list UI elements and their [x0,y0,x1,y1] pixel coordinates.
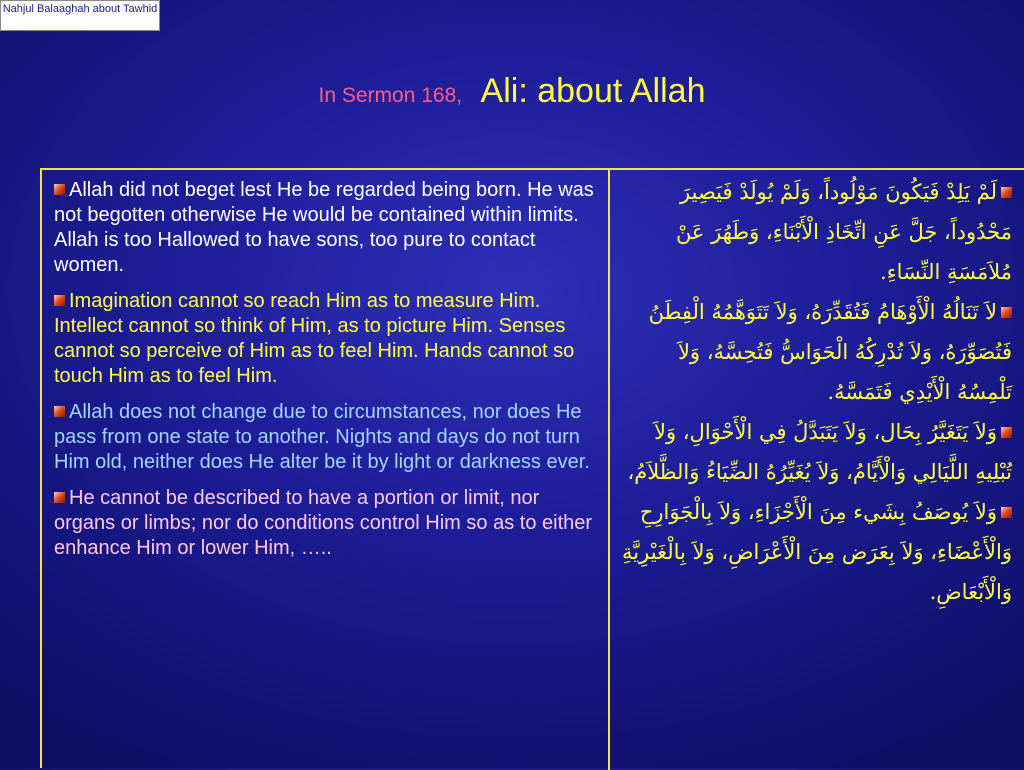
english-paragraph-text: Allah did not beget lest He be regarded being born. He was not begotten otherwise He would be contained within limits. Allah is too Hallowed to have sons, too pure to contact women. [54,179,594,276]
arabic-paragraph-2 [620,292,1012,412]
square-bullet-icon [54,184,65,195]
title-prefix: In Sermon 168, [318,84,463,107]
square-bullet-icon [1001,427,1012,438]
title-main: Ali: about Allah [480,72,706,110]
arabic-column [620,172,1012,612]
english-paragraph-text: He cannot be described to have a portion or limit, nor organs or limbs; nor do conditions control Him so as to either enhance Him or lower Him, ….. [54,487,593,559]
corner-label: Nahjul Balaaghah about Tawhid [0,0,160,31]
content-table [40,168,1024,768]
arabic-paragraph-text: وَلاَ يُوصَفُ بِشَيء مِنَ الْأَجْزَاءِ، وَلاَ بِالْجَوَارِحِ وَالْأَعْضَاءِ، وَلاَ بِعَرَض مِنَ الْأَعْرَاضِ، وَلاَ بِالْغَيْرِيَّةِ وَالْأَبْعَاضِ. [622,500,1012,604]
arabic-paragraph-4 [620,492,1012,612]
english-paragraph-1 [54,178,600,278]
arabic-paragraph-3 [620,412,1012,492]
square-bullet-icon [54,492,65,503]
english-paragraph-3 [54,400,600,475]
english-paragraph-text: Imagination cannot so reach Him as to measure Him. Intellect cannot so think of Him, as to picture Him. Senses cannot so perceive of Him as to feel Him. Hands cannot so touch Him as to feel Him. [54,290,575,387]
english-paragraph-text: Allah does not change due to circumstances, nor does He pass from one state to another. Nights and days do not turn Him old, neither does He alter be it by light or darkness ever. [54,401,590,473]
arabic-paragraph-text: لاَ تَنَالُهُ الْأَوْهَامُ فَتُقَدِّرَهُ، وَلاَ تَتَوَهَّمُهُ الْفِطَنُ فَتُصَوِّرَهُ، وَلاَ تُدْرِكُهُ الْحَوَاسُّ فَتُحِسَّهُ، وَلاَ تَلْمِسُهُ الْأَيْدِي فَتَمَسَّهُ. [648,300,1012,404]
square-bullet-icon [1001,307,1012,318]
slide-title [0,72,1024,111]
english-paragraph-2 [54,289,600,389]
arabic-paragraph-text: وَلاَ يَتَغَيَّرُ بِحَال، وَلاَ يَتَبَدَّلُ فِي الْأَحْوَالِ، وَلاَ تُبْلِيهِ اللَّيَالِي وَالْأَيَّامُ، وَلاَ يُغَيِّرُهُ الضِّيَاءُ وَالظَّلاَمُ، [627,420,1012,484]
arabic-paragraph-text: لَمْ يَلِدْ فَيَكُونَ مَوْلُوداً، وَلَمْ يُولَدْ فَيَصِيرَ مَحْدُوداً، جَلَّ عَنِ اتِّخَاذِ الْأَبْنَاءِ، وَطَهُرَ عَنْ مُلاَمَسَةِ النِّسَاءِ. [675,180,1012,284]
square-bullet-icon [1001,507,1012,518]
arabic-paragraph-1 [620,172,1012,292]
english-column [54,178,600,572]
english-paragraph-4 [54,486,600,561]
square-bullet-icon [54,406,65,417]
square-bullet-icon [54,295,65,306]
column-divider [608,170,610,770]
square-bullet-icon [1001,187,1012,198]
